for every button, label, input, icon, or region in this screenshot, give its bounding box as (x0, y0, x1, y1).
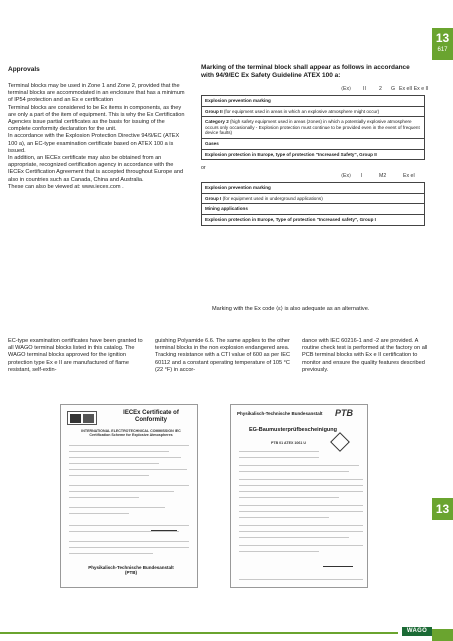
ex-code: ⟨Ex⟩ (341, 86, 352, 92)
certificate-number: PTB 01 ATEX 1061 U (271, 441, 306, 445)
marking-row: Gases (202, 138, 424, 149)
ex-code: ⟨Ex⟩ (341, 173, 352, 180)
footer-line (0, 632, 398, 634)
signature (323, 557, 353, 567)
category-code: M2 (379, 173, 387, 180)
approvals-paragraph: In addition, an IECEx certificate may also be obtained from an appropriate, recognized certification agency in accordance with the IECEx Certification Agreement that is accepted throughout Europe and also in countries such as Canada, China and Australia. (8, 155, 184, 183)
group-code: II (363, 86, 366, 92)
marking-diagram (201, 86, 429, 226)
protection-code: Ex eI (403, 173, 415, 180)
marking-row: Explosion protection in Europe, type of protection "Increased Safety", Group II (202, 149, 424, 160)
chapter-number: 13 (435, 31, 450, 45)
marking-row: Mining applications (202, 203, 424, 214)
approvals-title: Approvals (8, 66, 40, 73)
page-number: 617 (437, 47, 448, 53)
iecex-certificate-image (60, 404, 198, 588)
approvals-paragraph: These can also be viewed at: www.iecex.com . (8, 183, 124, 190)
chapter-tab (432, 28, 453, 60)
category-code: 2 (379, 86, 382, 92)
certificate-title: EG-Baumusterprüfbescheinigung (249, 427, 338, 433)
marking-box-top (201, 95, 425, 160)
approvals-paragraph: Terminal blocks are considered to be Ex items in components, as they are only a part of the item of equipment. This is why the Ex Certification Agencies issue partial certificates as the basis for issuing of the complete conformity declaration for the unit. (8, 104, 185, 133)
marking-row: Group I (for equipment used in underground applications) (202, 193, 424, 204)
eg-certificate-image (230, 404, 368, 588)
marking-title: Marking of the terminal block shall appear as follows in accordance with 94/9/EC Ex Safety Guideline ATEX 100 a: (201, 64, 410, 79)
body-column-1: EC-type examination certificates have been granted to all WAGO terminal blocks listed in this catalog. The WAGO terminal blocks approved for the ignition protection type Ex e II are manufactured of flame resistant, self-extin- (8, 338, 143, 373)
protection-code: Ex eII Ex e II (399, 86, 429, 92)
body-column-2: guishing Polyamide 6.6. The same applies to the other terminal blocks in the non explosion endangered area. Tracking resistance with a CTI value of 600 as per IEC 60112 and a constant operating temperature of 105 °C (22 °F) in accor- (155, 338, 291, 373)
marking-box-bottom (201, 182, 425, 225)
marking-row: Explosion prevention marking (205, 98, 271, 103)
marking-codes-bottom (201, 173, 425, 182)
marking-row: Category 2 (high safety equipment used in areas (zones) in which a potentially explosive atmosphere occurs only occasionally - Explosion protection must continue to be provided even in the event of frequent device faults) (202, 116, 424, 138)
certificate-heading: IECEx Certificate of Conformity (123, 410, 179, 423)
marking-row: Explosion protection in Europe, Type of protection "Increased safety", Group I (202, 214, 424, 225)
group-code: I (361, 173, 363, 180)
gas-code: G (391, 86, 396, 92)
ex-symbol-icon (330, 432, 350, 452)
signature (151, 517, 177, 531)
ptb-logo: PTB (335, 408, 353, 418)
certificate-subheading: INTERNATIONAL ELECTROTECHNICAL COMMISSION IEC Certification Scheme for Explosive Atmospheres (81, 429, 181, 438)
marking-codes-top (201, 86, 429, 95)
marking-row: Explosion prevention marking (205, 185, 271, 191)
wago-logo: WAGO (402, 627, 432, 636)
marking-or: or (201, 165, 206, 172)
certificate-footer: Physikalisch-Technische Bundesanstalt (PTB) (88, 565, 174, 575)
body-column-3: dance with IEC 60216-1 and -2 are provided. A routine check test is performed at the factory on all PCB terminal blocks with Ex e II certification to monitor and ensure the quality features described previously. (302, 338, 428, 373)
approvals-paragraph: In accordance with the Explosion Protection Directive 94/9/EC (ATEX 100 a), an EC-type examination certificate based on ATEX 100 a is issued. (8, 133, 180, 154)
approvals-text (8, 83, 188, 191)
marking-row: Group II (for equipment used in areas in which an explosive atmosphere might occur) (202, 106, 424, 117)
iec-logo (67, 411, 97, 425)
approvals-paragraph: Terminal blocks may be used in Zone 1 and Zone 2, provided that the terminal blocks are accommodated in an enclosure that has a minimum of IP54 protection and an Ex e certification (8, 83, 185, 104)
chapter-tab-bottom: 13 (432, 498, 453, 520)
alternative-marking-note: Marking with the Ex code ⟨ε⟩ is also adequate as an alternative. (212, 306, 370, 312)
certificate-header: Physikalisch-Technische Bundesanstalt (237, 411, 323, 416)
footer-tab (432, 629, 453, 641)
